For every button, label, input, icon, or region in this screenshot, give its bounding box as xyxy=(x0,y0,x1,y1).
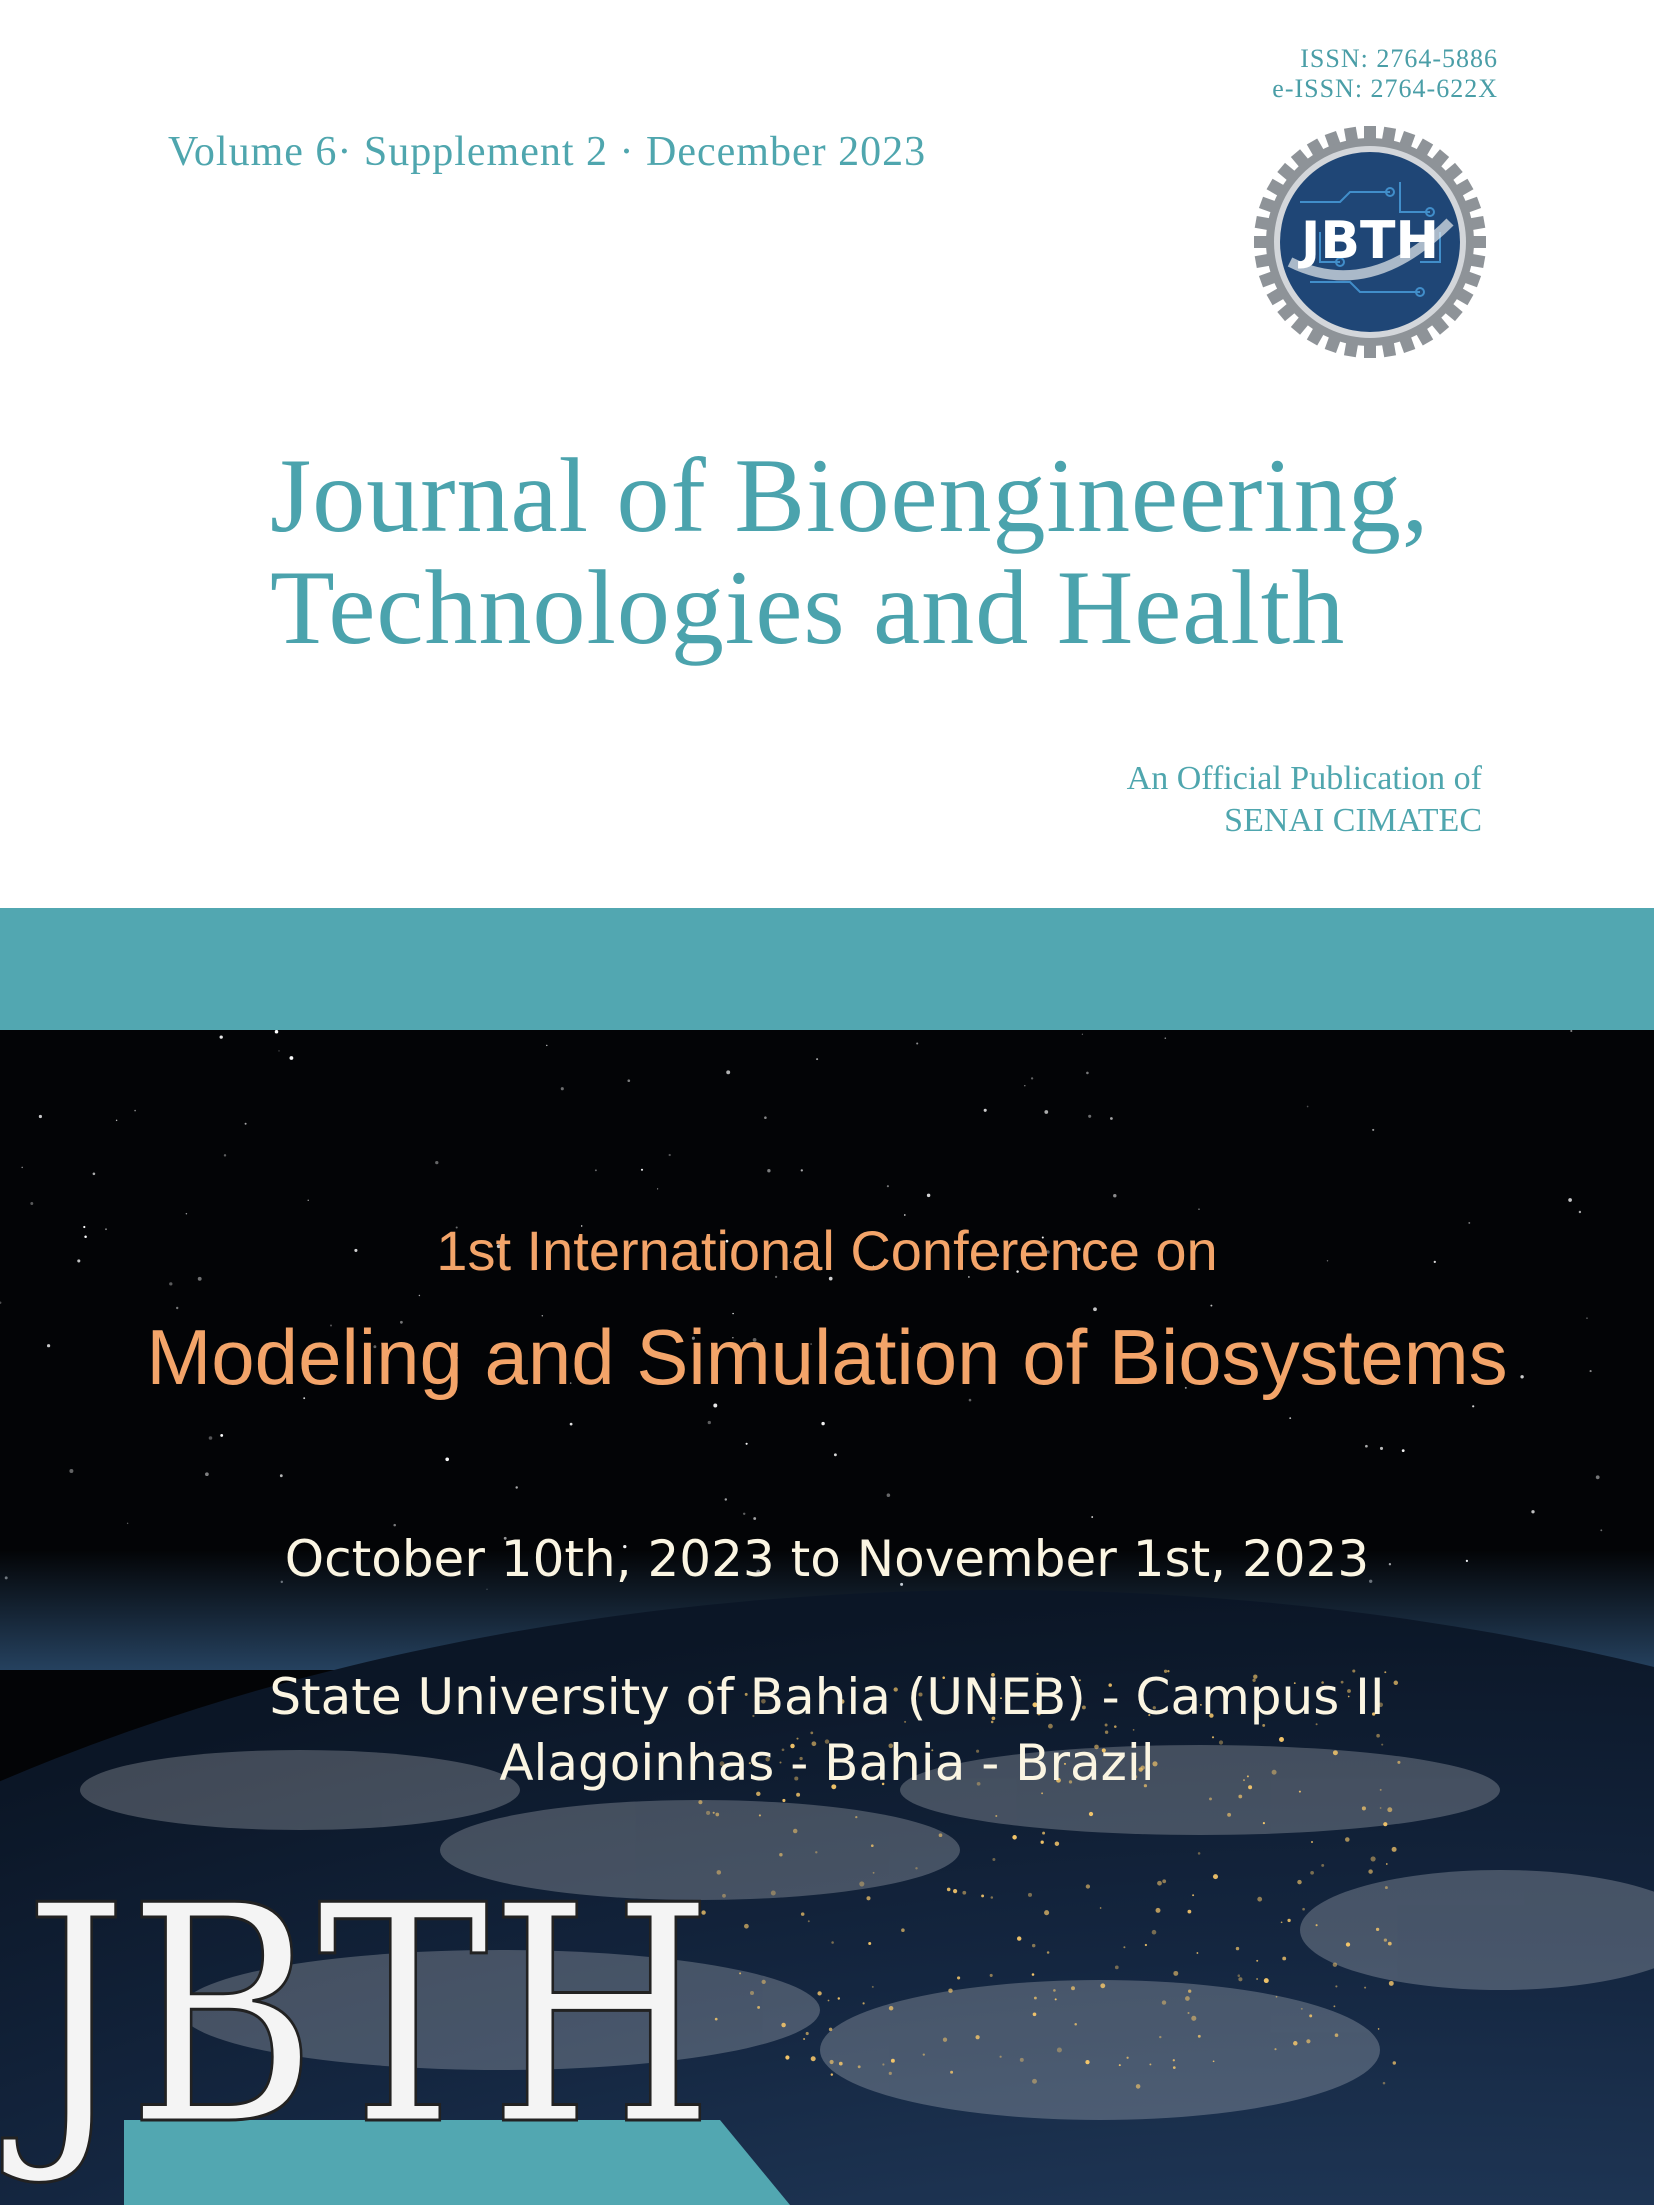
wordmark-text: JBTH xyxy=(0,1880,714,2191)
journal-title-line2: Technologies and Health xyxy=(270,549,1346,666)
cover-header xyxy=(0,0,1654,908)
conference-subtitle: 1st International Conference on xyxy=(436,1219,1218,1282)
official-line2: SENAI CIMATEC xyxy=(1224,802,1482,839)
conference-venue xyxy=(0,1664,1654,1796)
volume-line: Volume 6· Supplement 2 · December 2023 xyxy=(168,129,927,175)
teal-divider-band xyxy=(0,908,1654,1030)
conference-title: Modeling and Simulation of Biosystems xyxy=(146,1313,1508,1401)
journal-title-line1: Journal of Bioengineering, xyxy=(270,437,1430,554)
venue-line2: Alagoinhas - Bahia - Brazil xyxy=(499,1734,1155,1792)
journal-title xyxy=(270,437,1430,666)
venue-line1: State University of Bahia (UNEB) - Campus II xyxy=(269,1668,1385,1726)
official-line1: An Official Publication of xyxy=(1126,760,1482,797)
issn: ISSN: 2764-5886 xyxy=(1300,44,1498,73)
issn-block xyxy=(1272,44,1498,104)
jbth-seal-logo xyxy=(1250,122,1490,362)
eissn: e-ISSN: 2764-622X xyxy=(1272,74,1498,103)
seal-text: JBTH xyxy=(1301,211,1439,271)
conference-dates: October 10th, 2023 to November 1st, 2023 xyxy=(284,1530,1370,1588)
official-publication xyxy=(1127,758,1482,842)
jbth-wordmark-logo xyxy=(0,1880,800,2205)
